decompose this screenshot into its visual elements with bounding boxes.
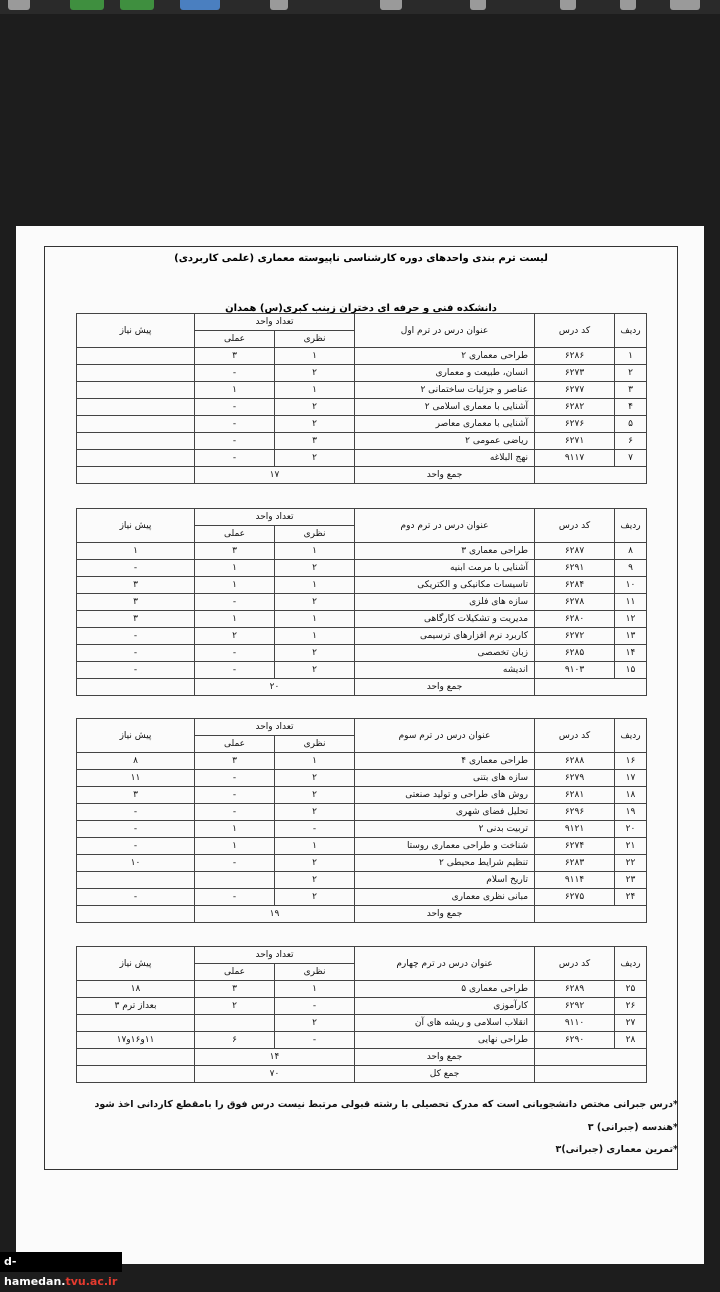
cell-course-code: ۶۲۸۱ xyxy=(535,787,615,804)
cell-row-number: ۱۶ xyxy=(615,753,647,770)
cell-course-name: کارآموزی xyxy=(355,998,535,1015)
cell-prereq: ۳ xyxy=(77,577,195,594)
col-header-theory: نظری xyxy=(275,964,355,981)
cell-row-number: ۱۹ xyxy=(615,804,647,821)
cell-row-number: ۲۶ xyxy=(615,998,647,1015)
cell-course-name: زبان تخصصی xyxy=(355,645,535,662)
cell-prereq: ۸ xyxy=(77,753,195,770)
cell-row-number: ۱۳ xyxy=(615,628,647,645)
col-header-practical: عملی xyxy=(195,331,275,348)
cell-prereq: - xyxy=(77,821,195,838)
cell-course-name: تنظیم شرایط محیطی ۲ xyxy=(355,855,535,872)
cell-course-name: تاریخ اسلام xyxy=(355,872,535,889)
cell-prereq: ۱۰ xyxy=(77,855,195,872)
cell-course-name: ریاضی عمومی ۲ xyxy=(355,433,535,450)
cell-course-name: طراحی معماری ۲ xyxy=(355,348,535,365)
header-row xyxy=(77,719,647,736)
cell-practical: - xyxy=(195,787,275,804)
sum-value: ۲۰ xyxy=(195,679,355,696)
cell-course-code: ۶۲۹۶ xyxy=(535,804,615,821)
cell-course-code: ۶۲۸۸ xyxy=(535,753,615,770)
cell-course-code: ۶۲۷۶ xyxy=(535,416,615,433)
cell-practical: - xyxy=(195,450,275,467)
table-row xyxy=(77,399,647,416)
col-header-code: کد درس xyxy=(535,509,615,543)
col-header-prereq: پیش نیاز xyxy=(77,719,195,753)
edit-icon[interactable] xyxy=(560,0,576,10)
cell-theory: ۲ xyxy=(275,560,355,577)
col-header-units: تعداد واحد xyxy=(195,719,355,736)
cell-course-name: کاربرد نرم افزارهای ترسیمی xyxy=(355,628,535,645)
cell-row-number: ۳ xyxy=(615,382,647,399)
cell-theory: ۱ xyxy=(275,543,355,560)
table-row xyxy=(77,872,647,889)
cell-empty xyxy=(77,1066,195,1083)
col-header-units: تعداد واحد xyxy=(195,947,355,964)
cell-course-code: ۶۲۹۲ xyxy=(535,998,615,1015)
header-row xyxy=(77,509,647,526)
cell-empty xyxy=(77,1049,195,1066)
cell-theory: ۱ xyxy=(275,348,355,365)
cell-theory: ۲ xyxy=(275,365,355,382)
cell-course-name: تربیت بدنی ۲ xyxy=(355,821,535,838)
term-table-1 xyxy=(76,313,647,484)
cell-practical: - xyxy=(195,770,275,787)
cell-course-name: انسان، طبیعت و معماری xyxy=(355,365,535,382)
cell-practical: ۳ xyxy=(195,981,275,998)
sum-value: ۱۹ xyxy=(195,906,355,923)
col-header-row: ردیف xyxy=(615,947,647,981)
cell-course-name: آشنایی با مرمت ابنیه xyxy=(355,560,535,577)
cell-prereq: - xyxy=(77,645,195,662)
status-bar xyxy=(0,0,720,14)
cell-practical: ۶ xyxy=(195,1032,275,1049)
cell-row-number: ۱۷ xyxy=(615,770,647,787)
cell-prereq: ۳ xyxy=(77,611,195,628)
table-row xyxy=(77,594,647,611)
cell-row-number: ۲۰ xyxy=(615,821,647,838)
cell-course-code: ۹۱۱۰ xyxy=(535,1015,615,1032)
sum-row xyxy=(77,679,647,696)
cell-theory: ۱ xyxy=(275,838,355,855)
table-row xyxy=(77,889,647,906)
cell-practical: - xyxy=(195,662,275,679)
cell-course-name: روش های طراحی و تولید صنعتی xyxy=(355,787,535,804)
document-title: لیست ترم بندی واحدهای دوره کارشناسی ناپیوسته معماری (علمی کاربردی) xyxy=(174,253,548,264)
cell-course-code: ۶۲۷۹ xyxy=(535,770,615,787)
table-row xyxy=(77,416,647,433)
sum-label: جمع واحد xyxy=(355,1049,535,1066)
cell-course-code: ۶۲۸۲ xyxy=(535,399,615,416)
cell-row-number: ۱۰ xyxy=(615,577,647,594)
cell-course-name: طراحی نهایی xyxy=(355,1032,535,1049)
cell-row-number: ۱۸ xyxy=(615,787,647,804)
col-header-row: ردیف xyxy=(615,719,647,753)
cell-practical: - xyxy=(195,365,275,382)
cell-practical: ۱ xyxy=(195,838,275,855)
cell-prereq xyxy=(77,416,195,433)
cell-theory: ۳ xyxy=(275,433,355,450)
cell-course-code: ۹۱۱۴ xyxy=(535,872,615,889)
cell-row-number: ۵ xyxy=(615,416,647,433)
delete-icon[interactable] xyxy=(620,0,636,10)
table-row xyxy=(77,770,647,787)
cell-practical: ۱ xyxy=(195,611,275,628)
cell-practical: ۱ xyxy=(195,560,275,577)
comment-icon[interactable] xyxy=(670,0,700,10)
watermark-prefix: d-hamedan. xyxy=(4,1255,66,1288)
cell-course-name: تاسیسات مکانیکی و الکتریکی xyxy=(355,577,535,594)
cell-practical: - xyxy=(195,594,275,611)
cell-course-name: طراحی معماری ۴ xyxy=(355,753,535,770)
table-row xyxy=(77,1032,647,1049)
cell-course-code: ۶۲۷۵ xyxy=(535,889,615,906)
cell-course-name: عناصر و جزئیات ساختمانی ۲ xyxy=(355,382,535,399)
sum-label: جمع واحد xyxy=(355,679,535,696)
cell-row-number: ۲۸ xyxy=(615,1032,647,1049)
total-row xyxy=(77,1066,647,1083)
cell-practical: ۱ xyxy=(195,382,275,399)
sum-value: ۱۴ xyxy=(195,1049,355,1066)
table-row xyxy=(77,560,647,577)
cell-prereq: ۳ xyxy=(77,594,195,611)
cell-theory: ۲ xyxy=(275,872,355,889)
cell-prereq: ۱۸ xyxy=(77,981,195,998)
site-watermark xyxy=(0,1252,122,1288)
cell-course-code: ۶۲۹۰ xyxy=(535,1032,615,1049)
cell-practical: ۲ xyxy=(195,998,275,1015)
cell-prereq: - xyxy=(77,889,195,906)
cell-course-code: ۶۲۷۱ xyxy=(535,433,615,450)
cell-theory: ۲ xyxy=(275,787,355,804)
cell-practical: ۳ xyxy=(195,348,275,365)
header-row xyxy=(77,314,647,331)
sum-row xyxy=(77,1049,647,1066)
cell-row-number: ۱۱ xyxy=(615,594,647,611)
cell-practical: ۳ xyxy=(195,543,275,560)
cell-course-code: ۶۲۸۶ xyxy=(535,348,615,365)
col-header-theory: نظری xyxy=(275,526,355,543)
col-header-practical: عملی xyxy=(195,964,275,981)
cell-course-name: نهج البلاغه xyxy=(355,450,535,467)
col-header-course-title: عنوان درس در ترم دوم xyxy=(355,509,535,543)
cell-course-code: ۹۱۱۷ xyxy=(535,450,615,467)
table-row xyxy=(77,998,647,1015)
cell-theory: ۱ xyxy=(275,981,355,998)
cell-prereq xyxy=(77,1015,195,1032)
cell-row-number: ۲۳ xyxy=(615,872,647,889)
note-3: *تمرین معماری (جبرانی)۳ xyxy=(555,1144,678,1155)
document-subtitle: دانشکده فنی و حرفه ای دختران زینب کبری(س) همدان xyxy=(225,303,497,314)
table-row xyxy=(77,855,647,872)
cell-row-number: ۱۲ xyxy=(615,611,647,628)
cell-theory: ۲ xyxy=(275,594,355,611)
cell-row-number: ۱ xyxy=(615,348,647,365)
cell-course-name: تحلیل فضای شهری xyxy=(355,804,535,821)
cell-prereq xyxy=(77,872,195,889)
sum-label: جمع واحد xyxy=(355,467,535,484)
sum-label: جمع واحد xyxy=(355,906,535,923)
cell-prereq: ۱۱و۱۶و۱۷ xyxy=(77,1032,195,1049)
table-row xyxy=(77,804,647,821)
term-table-4 xyxy=(76,946,647,1083)
cell-prereq: ۳ xyxy=(77,787,195,804)
cell-theory: ۱ xyxy=(275,753,355,770)
cell-row-number: ۱۴ xyxy=(615,645,647,662)
cell-course-code: ۶۲۸۹ xyxy=(535,981,615,998)
cell-practical: - xyxy=(195,645,275,662)
watermark-domain: tvu.ac.ir xyxy=(65,1275,118,1288)
cell-theory: ۱ xyxy=(275,611,355,628)
cell-course-code: ۶۲۸۰ xyxy=(535,611,615,628)
cell-course-name: شناخت و طراحی معماری روستا xyxy=(355,838,535,855)
cell-row-number: ۲۱ xyxy=(615,838,647,855)
signal-icon xyxy=(70,0,104,10)
cell-prereq: - xyxy=(77,662,195,679)
table-row xyxy=(77,981,647,998)
cell-theory: ۲ xyxy=(275,662,355,679)
cell-prereq: ۱ xyxy=(77,543,195,560)
cell-theory: ۲ xyxy=(275,645,355,662)
cell-theory: ۲ xyxy=(275,1015,355,1032)
cell-practical: - xyxy=(195,416,275,433)
pin-icon[interactable] xyxy=(470,0,486,10)
cell-row-number: ۹ xyxy=(615,560,647,577)
cell-theory: ۲ xyxy=(275,889,355,906)
cell-course-name: آشنایی با معماری اسلامی ۲ xyxy=(355,399,535,416)
table-row xyxy=(77,365,647,382)
cell-practical: - xyxy=(195,399,275,416)
col-header-row: ردیف xyxy=(615,509,647,543)
cell-course-name: مدیریت و تشکیلات کارگاهی xyxy=(355,611,535,628)
cell-theory: - xyxy=(275,1032,355,1049)
cell-course-name: اندیشه xyxy=(355,662,535,679)
table-row xyxy=(77,348,647,365)
cell-course-name: مبانی نظری معماری xyxy=(355,889,535,906)
cell-practical: - xyxy=(195,433,275,450)
cell-course-name: انقلاب اسلامی و ریشه های آن xyxy=(355,1015,535,1032)
note-2: *هندسه (جبرانی) ۳ xyxy=(587,1122,678,1133)
cell-course-code: ۶۲۷۷ xyxy=(535,382,615,399)
col-header-course-title: عنوان درس در ترم سوم xyxy=(355,719,535,753)
cell-prereq xyxy=(77,382,195,399)
total-label: جمع کل xyxy=(355,1066,535,1083)
cell-prereq: - xyxy=(77,838,195,855)
cell-prereq: - xyxy=(77,628,195,645)
table-row xyxy=(77,787,647,804)
cell-course-name: سازه های فلزی xyxy=(355,594,535,611)
cell-prereq xyxy=(77,365,195,382)
cell-prereq xyxy=(77,399,195,416)
cell-empty xyxy=(77,467,195,484)
cell-row-number: ۲۷ xyxy=(615,1015,647,1032)
cell-row-number: ۱۵ xyxy=(615,662,647,679)
cell-row-number: ۲۵ xyxy=(615,981,647,998)
cell-empty xyxy=(77,679,195,696)
cell-practical: - xyxy=(195,804,275,821)
col-header-theory: نظری xyxy=(275,736,355,753)
cell-empty xyxy=(77,906,195,923)
table-row xyxy=(77,1015,647,1032)
col-header-row: ردیف xyxy=(615,314,647,348)
sum-row xyxy=(77,467,647,484)
cell-empty xyxy=(535,1066,647,1083)
cell-theory: ۲ xyxy=(275,450,355,467)
table-row xyxy=(77,433,647,450)
cell-theory: ۱ xyxy=(275,628,355,645)
document-page xyxy=(16,226,704,1264)
sum-row xyxy=(77,906,647,923)
term-table-2 xyxy=(76,508,647,696)
signal-bars-icon xyxy=(120,0,154,10)
cell-course-code: ۶۲۷۲ xyxy=(535,628,615,645)
cell-course-code: ۹۱۰۳ xyxy=(535,662,615,679)
table-row xyxy=(77,838,647,855)
cell-course-code: ۶۲۸۴ xyxy=(535,577,615,594)
cell-theory: ۱ xyxy=(275,577,355,594)
cell-practical: - xyxy=(195,889,275,906)
col-header-code: کد درس xyxy=(535,947,615,981)
cell-course-name: طراحی معماری ۳ xyxy=(355,543,535,560)
cell-practical: ۳ xyxy=(195,753,275,770)
col-header-course-title: عنوان درس در ترم اول xyxy=(355,314,535,348)
cell-theory: ۲ xyxy=(275,770,355,787)
cell-theory: - xyxy=(275,998,355,1015)
table-row xyxy=(77,611,647,628)
cell-theory: ۲ xyxy=(275,855,355,872)
table-row xyxy=(77,662,647,679)
cell-course-code: ۹۱۲۱ xyxy=(535,821,615,838)
cell-empty xyxy=(535,679,647,696)
cell-prereq: ۱۱ xyxy=(77,770,195,787)
note-1: *درس جبرانی مختص دانشجویانی است که مدرک تحصیلی با رشته قبولی مرتبط نیست درس فوق را بامقطع کاردانی اخذ شود xyxy=(94,1099,678,1110)
cell-course-code: ۶۲۷۳ xyxy=(535,365,615,382)
cell-theory: ۲ xyxy=(275,399,355,416)
table-row xyxy=(77,628,647,645)
cell-row-number: ۷ xyxy=(615,450,647,467)
cell-practical: ۲ xyxy=(195,628,275,645)
cell-empty xyxy=(535,1049,647,1066)
cell-course-name: طراحی معماری ۵ xyxy=(355,981,535,998)
cell-row-number: ۴ xyxy=(615,399,647,416)
cell-row-number: ۲۲ xyxy=(615,855,647,872)
cell-prereq xyxy=(77,450,195,467)
cell-course-name: آشنایی با معماری معاصر xyxy=(355,416,535,433)
cell-prereq xyxy=(77,433,195,450)
cell-prereq: - xyxy=(77,804,195,821)
col-header-prereq: پیش نیاز xyxy=(77,947,195,981)
network-icon xyxy=(180,0,220,10)
cell-row-number: ۲ xyxy=(615,365,647,382)
cell-course-code: ۶۲۸۳ xyxy=(535,855,615,872)
cell-theory: - xyxy=(275,821,355,838)
cell-course-code: ۶۲۸۷ xyxy=(535,543,615,560)
cell-row-number: ۸ xyxy=(615,543,647,560)
cell-practical xyxy=(195,872,275,889)
cell-practical xyxy=(195,1015,275,1032)
table-row xyxy=(77,577,647,594)
cell-course-code: ۶۲۹۱ xyxy=(535,560,615,577)
cell-prereq xyxy=(77,348,195,365)
term-table-3 xyxy=(76,718,647,923)
cell-theory: ۲ xyxy=(275,416,355,433)
total-value: ۷۰ xyxy=(195,1066,355,1083)
col-header-code: کد درس xyxy=(535,314,615,348)
col-header-prereq: پیش نیاز xyxy=(77,509,195,543)
download-icon[interactable] xyxy=(380,0,402,10)
share-icon[interactable] xyxy=(270,0,288,10)
cell-course-code: ۶۲۷۴ xyxy=(535,838,615,855)
cell-practical: ۱ xyxy=(195,821,275,838)
table-row xyxy=(77,645,647,662)
cell-course-name: سازه های بتنی xyxy=(355,770,535,787)
cell-prereq: بعداز ترم ۳ xyxy=(77,998,195,1015)
sum-value: ۱۷ xyxy=(195,467,355,484)
col-header-course-title: عنوان درس در ترم چهارم xyxy=(355,947,535,981)
cell-empty xyxy=(535,467,647,484)
col-header-prereq: پیش نیاز xyxy=(77,314,195,348)
table-row xyxy=(77,543,647,560)
col-header-practical: عملی xyxy=(195,526,275,543)
cell-prereq: - xyxy=(77,560,195,577)
col-header-units: تعداد واحد xyxy=(195,509,355,526)
cell-row-number: ۲۴ xyxy=(615,889,647,906)
table-row xyxy=(77,382,647,399)
cell-row-number: ۶ xyxy=(615,433,647,450)
back-icon xyxy=(8,0,30,10)
col-header-code: کد درس xyxy=(535,719,615,753)
table-row xyxy=(77,450,647,467)
cell-theory: ۲ xyxy=(275,804,355,821)
cell-empty xyxy=(535,906,647,923)
cell-practical: ۱ xyxy=(195,577,275,594)
cell-practical: - xyxy=(195,855,275,872)
header-row xyxy=(77,947,647,964)
cell-course-code: ۶۲۷۸ xyxy=(535,594,615,611)
col-header-units: تعداد واحد xyxy=(195,314,355,331)
table-row xyxy=(77,821,647,838)
table-row xyxy=(77,753,647,770)
cell-course-code: ۶۲۸۵ xyxy=(535,645,615,662)
col-header-practical: عملی xyxy=(195,736,275,753)
cell-theory: ۱ xyxy=(275,382,355,399)
col-header-theory: نظری xyxy=(275,331,355,348)
